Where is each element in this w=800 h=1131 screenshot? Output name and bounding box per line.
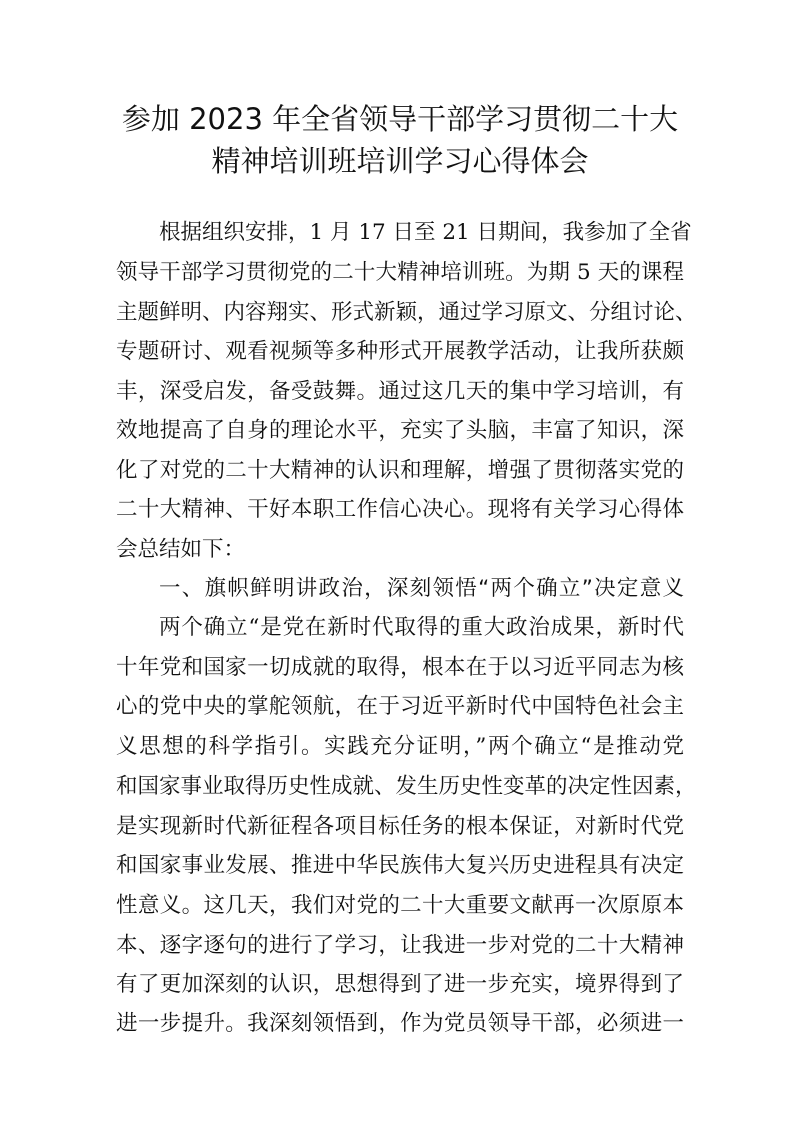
paragraph-2-line: 性意义。这几天，我们对党的二十大重要文献再一次原原本 bbox=[116, 893, 684, 918]
paragraph-1-line: 二十大精神、干好本职工作信心决心。现将有关学习心得体 bbox=[116, 497, 684, 522]
paragraph-2-line: 本、逐字逐句的进行了学习，让我进一步对党的二十大精神 bbox=[116, 933, 684, 958]
paragraph-2-line: 心的党中央的掌舵领航，在于习近平新时代中国特色社会主 bbox=[116, 694, 684, 719]
paragraph-1-line: 领导干部学习贯彻党的二十大精神培训班。为期 5 天的课程 bbox=[116, 260, 684, 285]
paragraph-2-line: 进一步提升。我深刻领悟到，作为党员领导干部，必须进一 bbox=[116, 1011, 684, 1036]
document-title-line-2: 精神培训班培训学习心得体会 bbox=[211, 144, 589, 178]
paragraph-2-line: 是实现新时代新征程各项目标任务的根本保证，对新时代党 bbox=[116, 814, 684, 839]
paragraph-1-line: 效地提高了自身的理论水平，充实了头脑，丰富了知识，深 bbox=[116, 418, 684, 443]
section-heading: 一、旗帜鲜明讲政治，深刻领悟“两个确立”决定意义 bbox=[159, 576, 684, 601]
paragraph-1-line: 会总结如下： bbox=[116, 537, 246, 562]
paragraph-1-line: 主题鲜明、内容翔实、形式新颖，通过学习原文、分组讨论、 bbox=[116, 300, 697, 325]
paragraph-1-line: 化了对党的二十大精神的认识和理解，增强了贯彻落实党的 bbox=[116, 458, 684, 483]
paragraph-2-line: 和国家事业发展、推进中华民族伟大复兴历史进程具有决定 bbox=[116, 853, 684, 878]
paragraph-2-line: 和国家事业取得历史性成就、发生历史性变革的决定性因素， bbox=[116, 774, 697, 799]
paragraph-2-line: 两个确立“是党在新时代取得的重大政治成果，新时代 bbox=[159, 615, 684, 640]
paragraph-2-line: 有了更加深刻的认识，思想得到了进一步充实，境界得到了 bbox=[116, 972, 684, 997]
paragraph-1-line: 根据组织安排，1 月 17 日至 21 日期间，我参加了全省 bbox=[159, 220, 692, 245]
paragraph-2-line: 十年党和国家一切成就的取得，根本在于以习近平同志为核 bbox=[116, 655, 684, 680]
paragraph-1-line: 专题研讨、观看视频等多种形式开展教学活动，让我所获颇 bbox=[116, 339, 684, 364]
paragraph-2-line: 义思想的科学指引。实践充分证明，”两个确立“是推动党 bbox=[116, 734, 684, 759]
document-title-line-1: 参加 2023 年全省领导干部学习贯彻二十大 bbox=[121, 102, 679, 136]
paragraph-1-line: 丰，深受启发，备受鼓舞。通过这几天的集中学习培训，有 bbox=[116, 379, 684, 404]
